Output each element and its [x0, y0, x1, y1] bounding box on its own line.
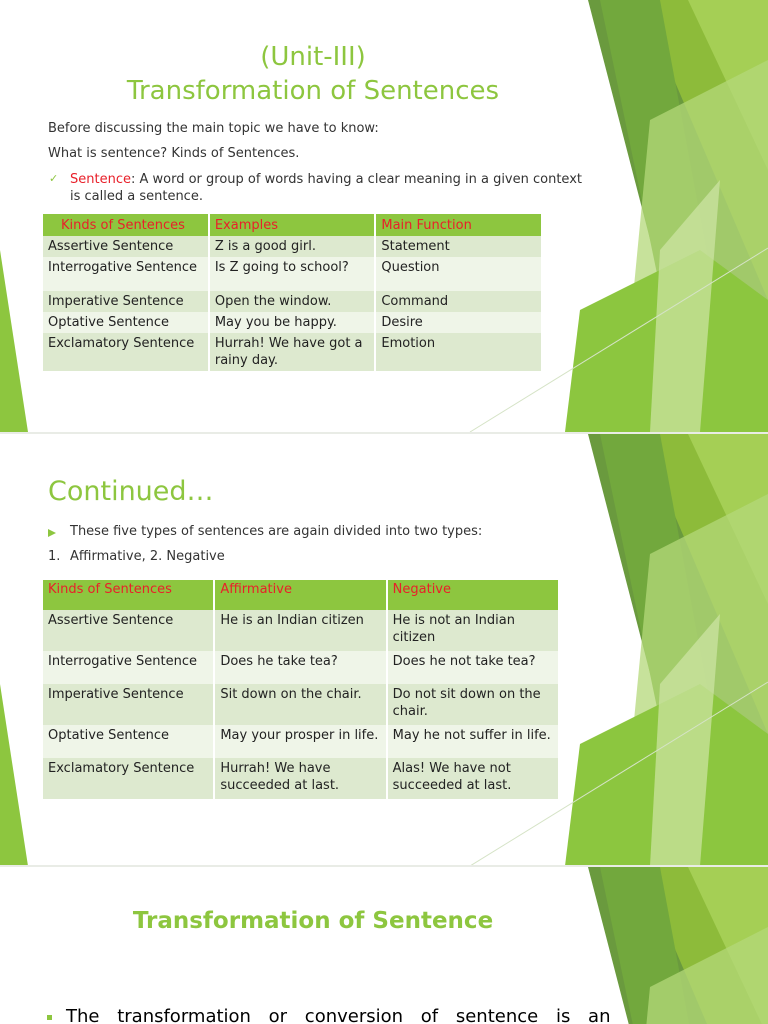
definition-term: Sentence [70, 172, 131, 187]
table-cell: He is an Indian citizen [215, 610, 385, 651]
check-icon: ✓ [49, 172, 59, 185]
table-cell: Question [376, 257, 541, 291]
unit-heading: (Unit-III) [260, 42, 366, 72]
table-cell: Hurrah! We have got a rainy day. [210, 333, 375, 371]
definition-text: : A word or group of words having a clear meaning in a given context [130, 172, 582, 187]
table-cell: May you be happy. [210, 312, 375, 333]
table-cell: Sit down on the chair. [215, 684, 385, 725]
table-header: Affirmative [215, 580, 385, 610]
table-row [43, 257, 541, 291]
bullet-arrow-icon [48, 529, 56, 537]
table-cell: Z is a good girl. [210, 236, 375, 257]
table-row [43, 651, 558, 684]
table-cell: Imperative Sentence [43, 684, 213, 725]
definition-text-2: is called a sentence. [70, 189, 203, 204]
table-cell: Does he not take tea? [388, 651, 558, 684]
green-decoration [0, 867, 768, 1024]
table-cell: Assertive Sentence [43, 610, 213, 651]
slide-title: Transformation of Sentence [132, 908, 494, 934]
table-header: Main Function [376, 214, 541, 236]
slide-body-text: The transformation or conversion of sentence is an [66, 1006, 611, 1024]
slide-2 [0, 434, 768, 865]
table-cell: Imperative Sentence [43, 291, 208, 312]
slide-title: Continued… [48, 476, 214, 507]
table-cell: May he not suffer in life. [388, 725, 558, 758]
table-cell: Open the window. [210, 291, 375, 312]
table-cell: Exclamatory Sentence [43, 333, 208, 371]
sentence-definition [70, 171, 590, 205]
table-row [43, 291, 541, 312]
table-row [43, 758, 558, 799]
table-header: Negative [388, 580, 558, 610]
table-row [43, 610, 558, 651]
affirmative-negative-table [41, 580, 560, 799]
numbered-text: Affirmative, 2. Negative [70, 549, 225, 564]
table-cell: Emotion [376, 333, 541, 371]
table-cell: Desire [376, 312, 541, 333]
table-cell: Command [376, 291, 541, 312]
table-cell: Assertive Sentence [43, 236, 208, 257]
table-row [43, 312, 541, 333]
table-cell: He is not an Indian citizen [388, 610, 558, 651]
table-cell: Does he take tea? [215, 651, 385, 684]
table-row [43, 333, 541, 371]
slide-1 [0, 0, 768, 432]
slide-title: Transformation of Sentences [126, 76, 500, 106]
intro-line-2: What is sentence? Kinds of Sentences. [48, 146, 300, 161]
numbered-index: 1. [48, 549, 61, 564]
kinds-table [41, 214, 543, 371]
table-row [43, 236, 541, 257]
square-bullet-icon [47, 1015, 52, 1020]
table-cell: Interrogative Sentence [43, 651, 213, 684]
table-cell: Optative Sentence [43, 312, 208, 333]
intro-line-1: Before discussing the main topic we have to know: [48, 121, 379, 136]
table-header: Kinds of Sentences [43, 214, 208, 236]
table-cell: Exclamatory Sentence [43, 758, 213, 799]
table-cell: Do not sit down on the chair. [388, 684, 558, 725]
table-row [43, 684, 558, 725]
table-header: Kinds of Sentences [43, 580, 213, 610]
table-header: Examples [210, 214, 375, 236]
table-row [43, 725, 558, 758]
table-cell: Alas! We have not succeeded at last. [388, 758, 558, 799]
table-cell: Optative Sentence [43, 725, 213, 758]
table-cell: Statement [376, 236, 541, 257]
slide-3 [0, 867, 768, 1024]
table-cell: Is Z going to school? [210, 257, 375, 291]
table-cell: Interrogative Sentence [43, 257, 208, 291]
table-cell: Hurrah! We have succeeded at last. [215, 758, 385, 799]
bullet-text: These five types of sentences are again divided into two types: [70, 524, 483, 539]
table-cell: May your prosper in life. [215, 725, 385, 758]
